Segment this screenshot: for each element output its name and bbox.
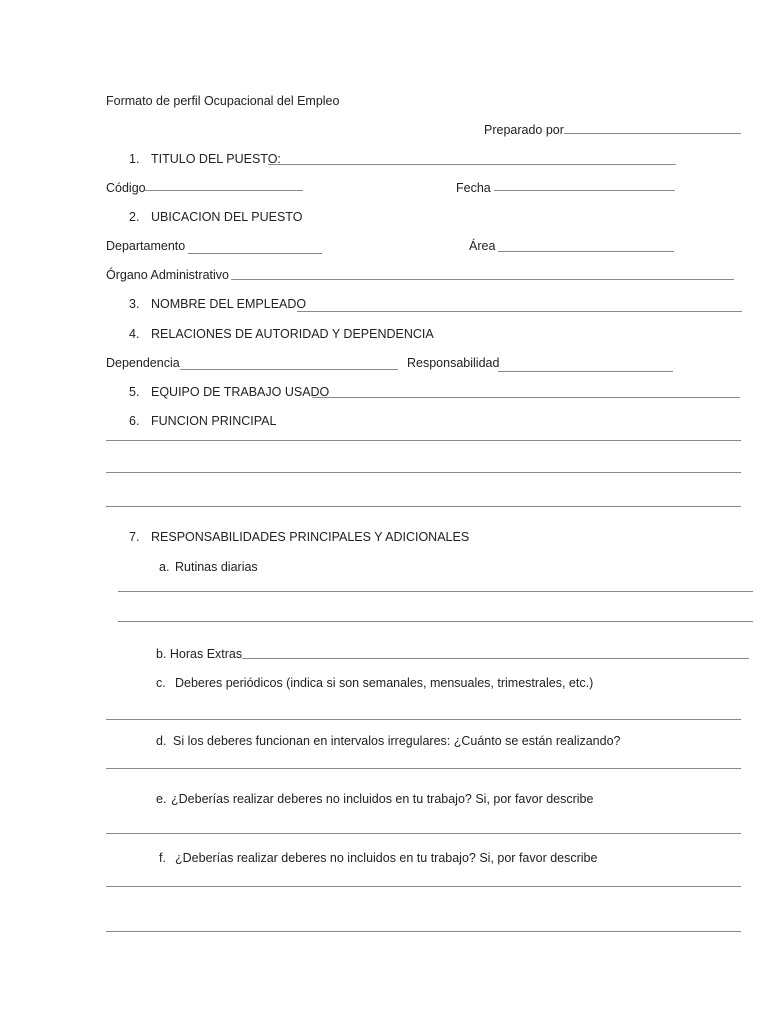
section-6-number: 6. xyxy=(129,414,140,428)
codigo-line[interactable] xyxy=(145,190,303,191)
section-7-label: RESPONSABILIDADES PRINCIPALES Y ADICIONALES xyxy=(151,530,470,544)
departamento-line[interactable] xyxy=(188,253,322,254)
dependencia-line[interactable] xyxy=(180,369,398,370)
departamento-label: Departamento xyxy=(106,239,186,253)
section-5-label: EQUIPO DE TRABAJO USADO xyxy=(151,385,330,399)
section-6-label: FUNCION PRINCIPAL xyxy=(151,414,277,428)
main-function-line-2[interactable] xyxy=(106,472,741,473)
item-e-label: ¿Deberías realizar deberes no incluidos en tu trabajo? Si, por favor describe xyxy=(171,792,594,806)
area-line[interactable] xyxy=(498,251,674,252)
item-d-letter: d. xyxy=(156,734,167,748)
area-label: Área xyxy=(469,239,496,253)
prepared-by-label: Preparado por xyxy=(484,123,564,137)
responsabilidad-label: Responsabilidad xyxy=(407,356,500,370)
codigo-label: Código xyxy=(106,181,146,195)
periodic-duties-line[interactable] xyxy=(106,719,741,720)
dependencia-label: Dependencia xyxy=(106,356,180,370)
item-a-letter: a. xyxy=(159,560,170,574)
section-3-label: NOMBRE DEL EMPLEADO xyxy=(151,297,307,311)
item-b-label: b. Horas Extras xyxy=(156,647,243,661)
section-2-number: 2. xyxy=(129,210,140,224)
organo-label: Órgano Administrativo xyxy=(106,268,229,282)
item-c-label: Deberes periódicos (indica si son semanales, mensuales, trimestrales, etc.) xyxy=(175,676,594,690)
responsabilidad-line[interactable] xyxy=(498,371,673,372)
extra-duties-f-line-1[interactable] xyxy=(106,886,741,887)
daily-routines-line-2[interactable] xyxy=(118,621,753,622)
irregular-duties-line[interactable] xyxy=(106,768,741,769)
section-4-number: 4. xyxy=(129,327,140,341)
extra-duties-e-line[interactable] xyxy=(106,833,741,834)
equipment-line[interactable] xyxy=(312,397,740,398)
section-4-label: RELACIONES DE AUTORIDAD Y DEPENDENCIA xyxy=(151,327,434,341)
extra-duties-f-line-2[interactable] xyxy=(106,931,741,932)
main-function-line-1[interactable] xyxy=(106,440,741,441)
item-f-label: ¿Deberías realizar deberes no incluidos en tu trabajo? Si, por favor describe xyxy=(175,851,598,865)
section-1-number: 1. xyxy=(129,152,140,166)
job-title-line[interactable] xyxy=(268,164,676,165)
document-title: Formato de perfil Ocupacional del Empleo xyxy=(106,94,340,108)
item-d-label: Si los deberes funcionan en intervalos irregulares: ¿Cuánto se están realizando? xyxy=(173,734,621,748)
section-5-number: 5. xyxy=(129,385,140,399)
daily-routines-line-1[interactable] xyxy=(118,591,753,592)
section-1-label: TITULO DEL PUESTO: xyxy=(151,152,281,166)
employee-name-line[interactable] xyxy=(297,311,742,312)
main-function-line-3[interactable] xyxy=(106,506,741,507)
item-f-letter: f. xyxy=(159,851,166,865)
organo-line[interactable] xyxy=(231,279,734,280)
section-2-label: UBICACION DEL PUESTO xyxy=(151,210,303,224)
item-c-letter: c. xyxy=(156,676,166,690)
item-e-letter: e. xyxy=(156,792,167,806)
prepared-by-line[interactable] xyxy=(564,133,741,134)
section-3-number: 3. xyxy=(129,297,140,311)
overtime-line[interactable] xyxy=(242,658,749,659)
item-a-label: Rutinas diarias xyxy=(175,560,258,574)
fecha-label: Fecha xyxy=(456,181,491,195)
fecha-line[interactable] xyxy=(494,190,675,191)
section-7-number: 7. xyxy=(129,530,140,544)
